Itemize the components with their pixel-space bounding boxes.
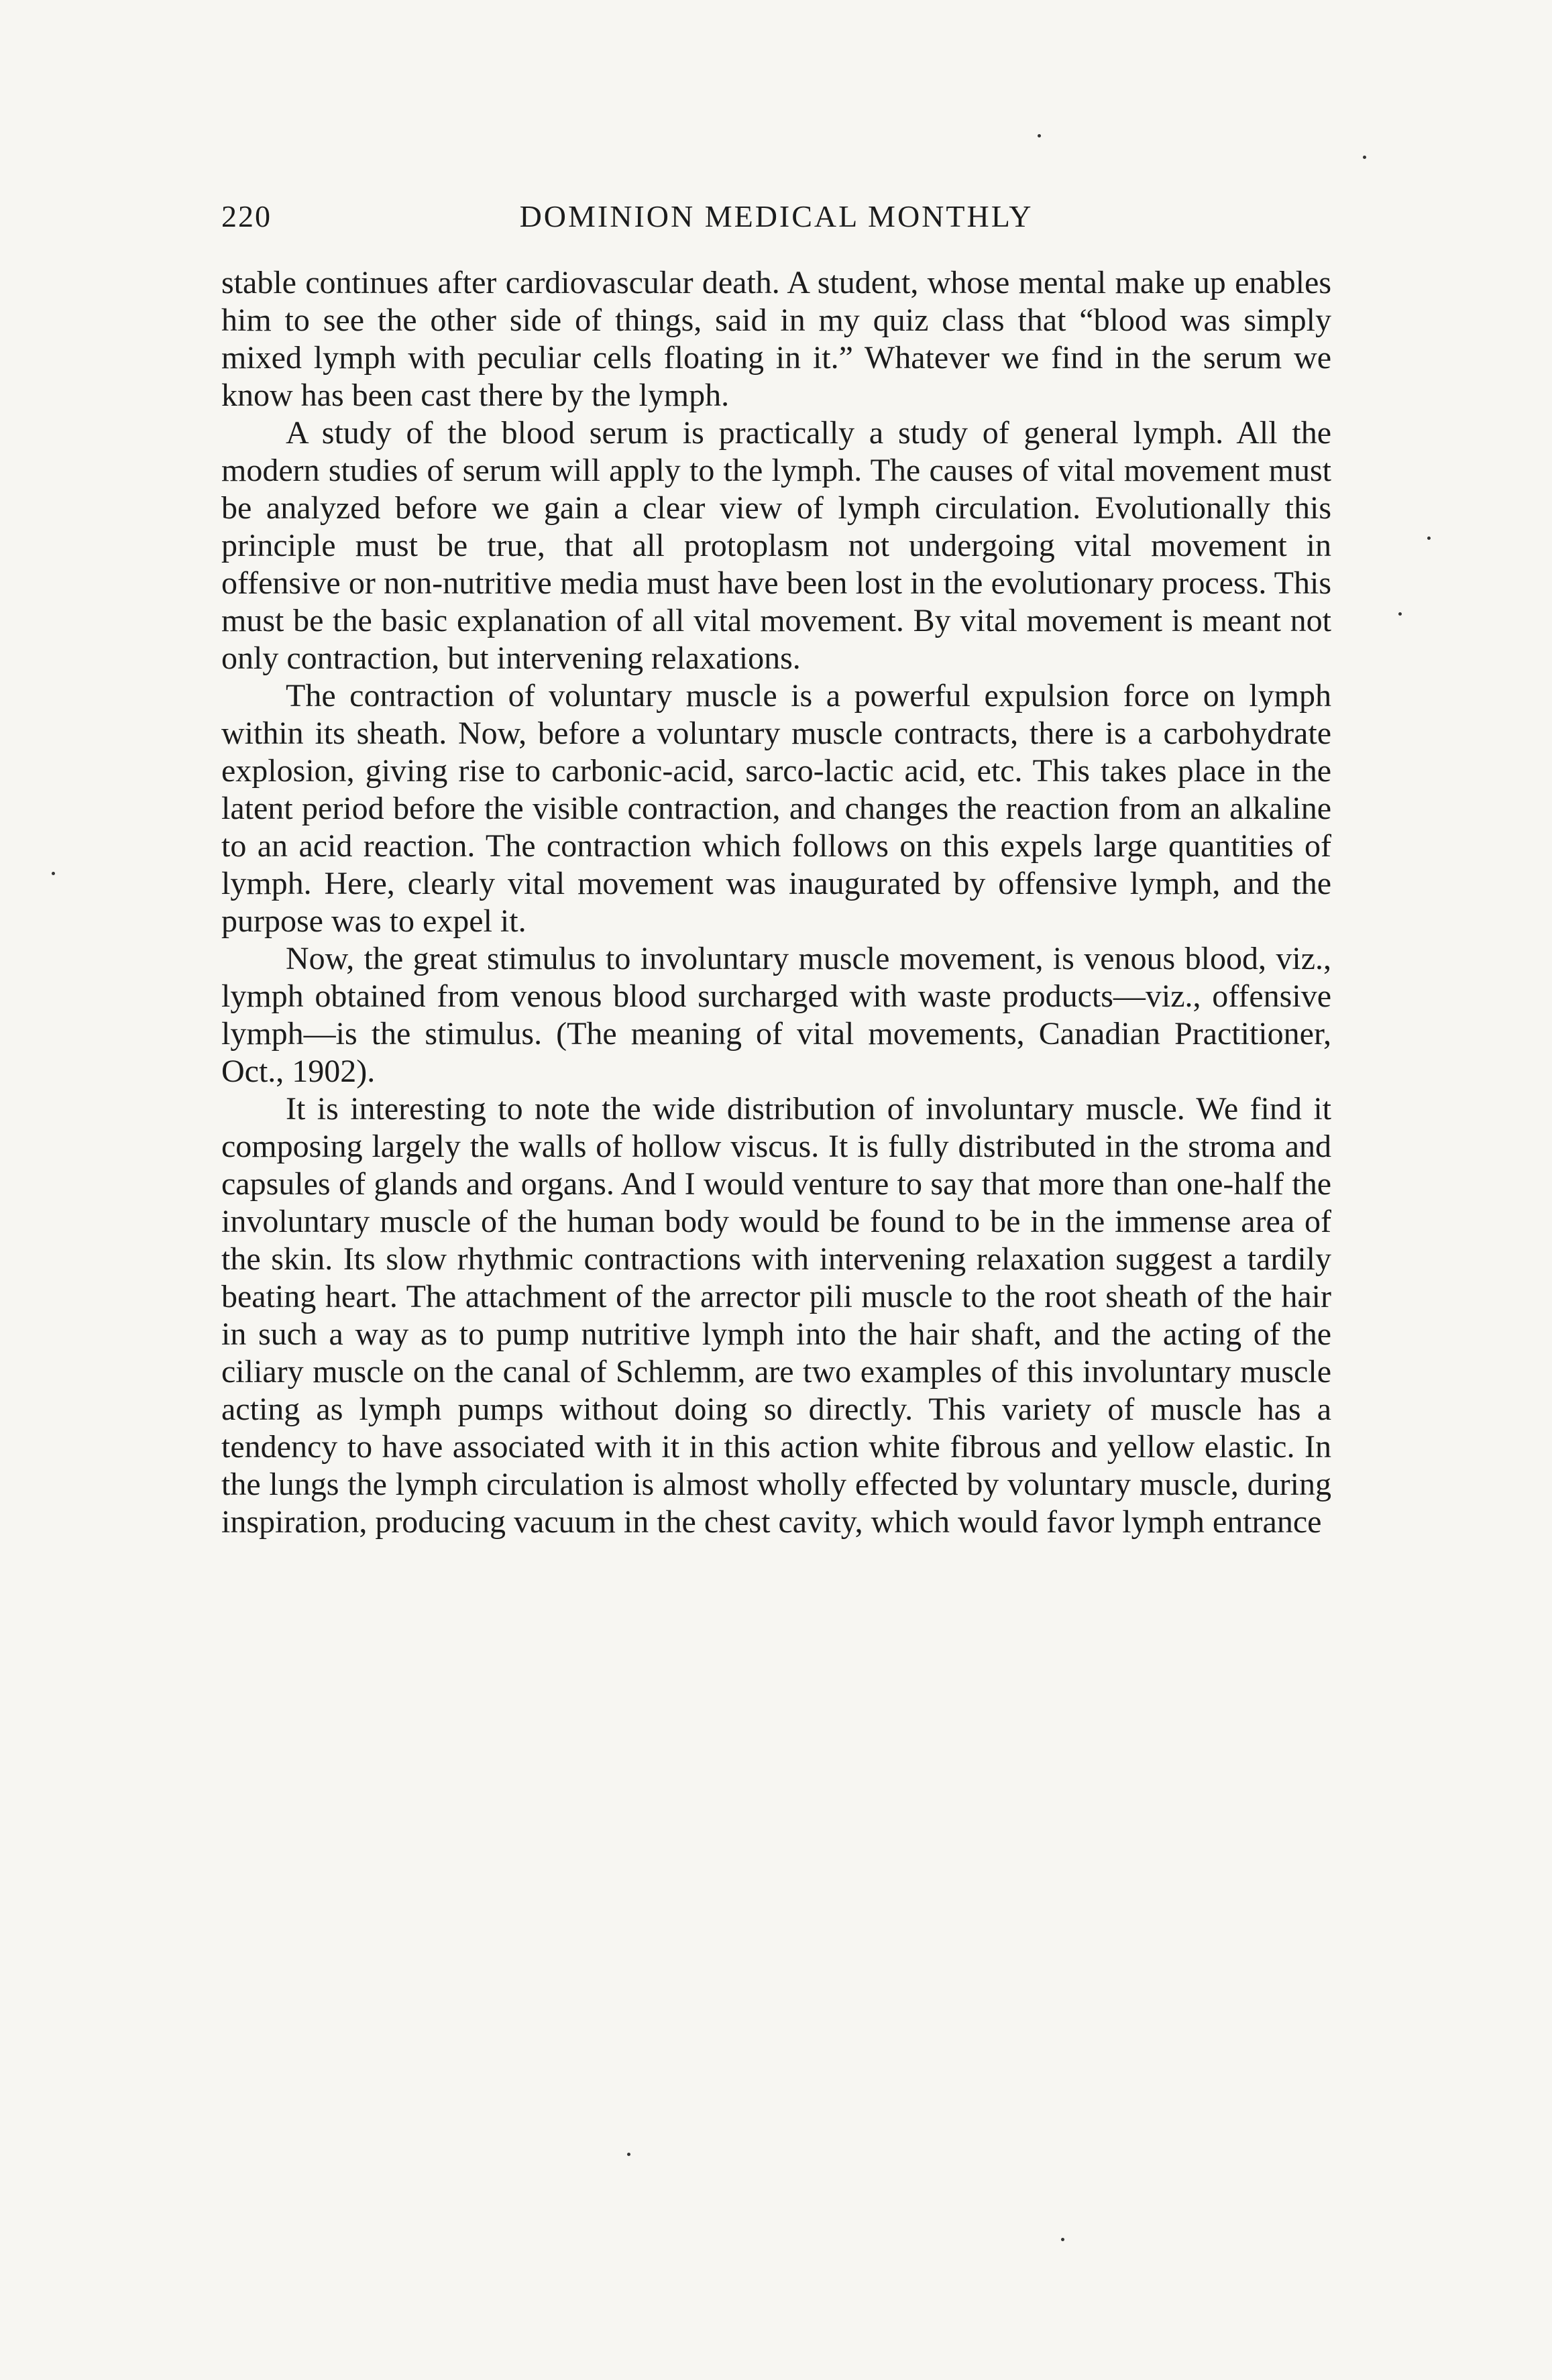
scan-speck bbox=[1427, 536, 1431, 540]
paragraph-3: The contraction of voluntary muscle is a powerful expulsion force on lymph within its sheath. Now, before a voluntary muscle contracts, there is a carbohydrate explosion, giving rise to carbonic-acid, sarco-lactic acid, etc. This takes place in the latent period before the visible contraction, and changes the reaction from an alkaline to an acid reaction. The contraction which follows on this expels large quantities of lymph. Here, clearly vital movement was inaugurated by offensive lymph, and the purpose was to expel it. bbox=[221, 678, 1331, 939]
body-text bbox=[221, 264, 1331, 1541]
paragraph-5: It is interesting to note the wide distribution of involuntary muscle. We find it composing largely the walls of hollow viscus. It is fully distributed in the stroma and capsules of glands and organs. And I would venture to say that more than one-half the involuntary muscle of the human body would be found to be in the immense area of the skin. Its slow rhythmic contractions with intervening relaxation suggest a tardily beating heart. The attachment of the arrector pili muscle to the root sheath of the hair in such a way as to pump nutritive lymph into the hair shaft, and the acting of the ciliary muscle on the canal of Schlemm, are two examples of this involuntary muscle acting as lymph pumps without doing so directly. This variety of muscle has a tendency to have associated with it in this action white fibrous and yellow elastic. In the lungs the lymph circulation is almost wholly effected by voluntary muscle, during inspiration, producing vacuum in the chest cavity, which would favor lymph entrance bbox=[221, 1091, 1331, 1540]
page-number: 220 bbox=[221, 199, 272, 233]
document-page bbox=[221, 0, 1331, 2380]
page-header bbox=[221, 199, 1331, 252]
scan-speck bbox=[1061, 2238, 1064, 2241]
scan-speck bbox=[627, 2153, 630, 2156]
scan-speck bbox=[1363, 156, 1366, 159]
running-title: DOMINION MEDICAL MONTHLY bbox=[519, 199, 1034, 233]
scan-speck bbox=[1398, 612, 1402, 616]
paragraph-4: Now, the great stimulus to involuntary muscle movement, is venous blood, viz., lymph obtained from venous blood surcharged with waste products—viz., offensive lymph—is the stimulus. (The meaning of vital movements, Canadian Practitioner, Oct., 1902). bbox=[221, 941, 1331, 1089]
paragraph-2: A study of the blood serum is practically a study of general lymph. All the modern studies of serum will apply to the lymph. The causes of vital movement must be analyzed before we gain a clear view of lymph circulation. Evolutionally this principle must be true, that all protoplasm not undergoing vital movement in offensive or non-nutritive media must have been lost in the evolutionary process. This must be the basic explanation of all vital movement. By vital movement is meant not only contraction, but intervening relaxations. bbox=[221, 415, 1331, 676]
scan-speck bbox=[52, 872, 55, 875]
scan-speck bbox=[1038, 134, 1041, 137]
paragraph-1: stable continues after cardiovascular death. A student, whose mental make up enables him to see the other side of things, said in my quiz class that “blood was simply mixed lymph with peculiar cells floating in it.” Whatever we find in the serum we know has been cast there by the lymph. bbox=[221, 265, 1331, 413]
